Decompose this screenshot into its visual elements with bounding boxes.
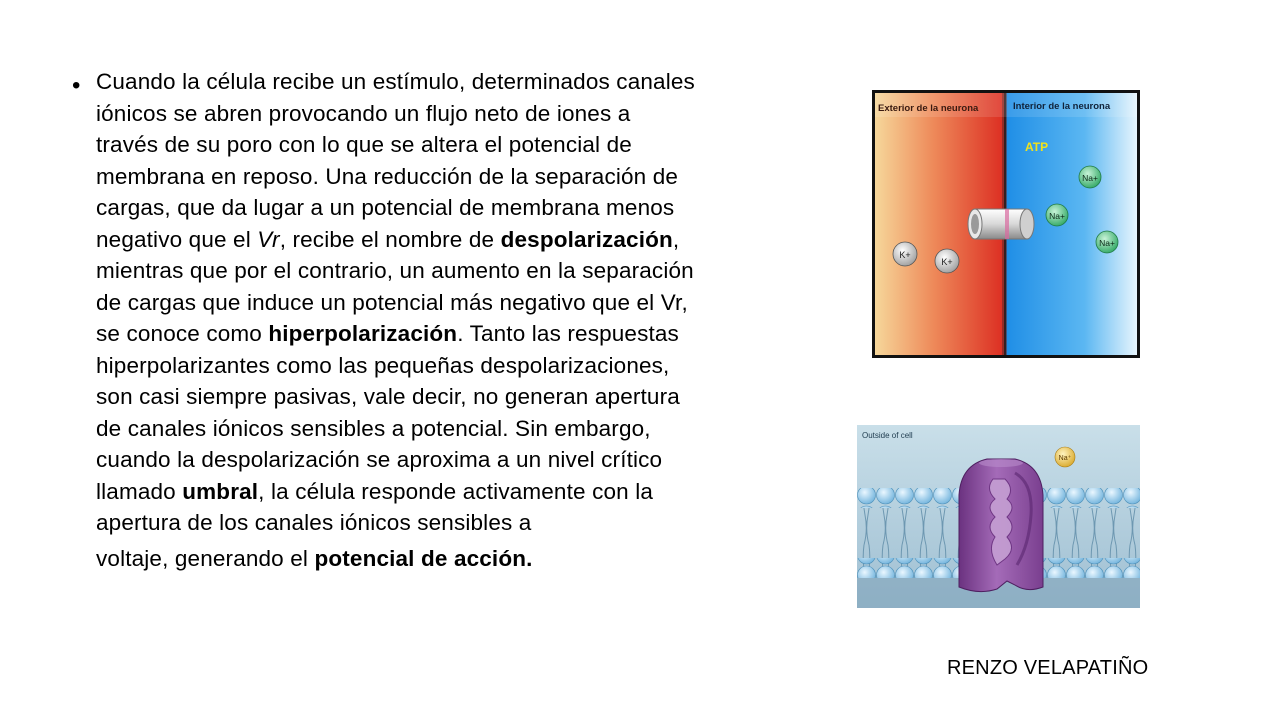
term-umbral: umbral	[182, 478, 259, 504]
na-ion-icon	[1096, 231, 1118, 253]
svg-text:Na+: Na+	[1082, 173, 1098, 183]
ion-channel-icon	[968, 209, 1034, 239]
bullet-point: •	[72, 72, 81, 99]
channel-protein-icon	[959, 459, 1043, 592]
term-despolarizacion: despolarización	[500, 226, 673, 252]
k-ion-icon	[893, 242, 917, 266]
term-hiperpolarizacion: hiperpolarización	[268, 321, 458, 346]
text-italic-vr: Vr	[257, 226, 280, 252]
body-paragraph	[96, 66, 696, 574]
svg-text:Na⁺: Na⁺	[1058, 455, 1072, 462]
na-ion-icon	[1046, 204, 1068, 226]
na-ion-icon	[1055, 447, 1075, 467]
sodium-channel-illustration	[857, 425, 1140, 608]
text-part: voltaje, generando el	[96, 545, 315, 571]
last-line	[96, 543, 533, 575]
svg-text:Na+: Na+	[1099, 238, 1115, 248]
na-ion-icon	[1079, 166, 1101, 188]
text-part: .	[526, 545, 533, 571]
text-part: , mientras que por el contrario, un aumento en la separación de cargas que induce un potencial más negativo que el Vr, se conoce como	[96, 226, 694, 346]
label-outside-of-cell: Outside of cell	[862, 431, 913, 440]
membrane-diagram-svg	[875, 93, 1137, 355]
label-exterior: Exterior de la neurona	[878, 103, 979, 114]
text-part: , recibe el nombre de	[279, 226, 501, 252]
svg-text:K+: K+	[941, 257, 953, 267]
svg-text:Na+: Na+	[1049, 211, 1065, 221]
text-part: , la célula responde activamente con la apertura de los canales iónicos sensibles a	[96, 478, 654, 535]
author-name: RENZO VELAPATIÑO	[947, 657, 1149, 679]
label-atp: ATP	[1025, 140, 1049, 154]
text-part: Cuando la célula recibe un estímulo, determinados canales iónicos se abren provocando un flujo neto de iones a través de su poro con lo que se altera el potencial de membrana en reposo. Una reducción de la separación de cargas, que da lugar a un potencial de membrana menos negativo que el	[96, 69, 695, 252]
sodium-channel-svg	[857, 425, 1140, 608]
label-interior: Interior de la neurona	[1013, 101, 1111, 112]
term-potencial-de-accion: potencial de acción	[314, 545, 527, 571]
svg-text:K+: K+	[899, 250, 911, 260]
k-ion-icon	[935, 249, 959, 273]
text-part: . Tanto las respuestas hiperpolarizantes como las pequeñas despolarizaciones, son casi siempre pasivas, vale decir, no generan apertura de canales iónicos sensibles a potencial. Sin embargo, cuando la despolarización se aproxima a un nivel crítico llamado	[96, 321, 680, 504]
membrane-diagram	[872, 90, 1140, 358]
